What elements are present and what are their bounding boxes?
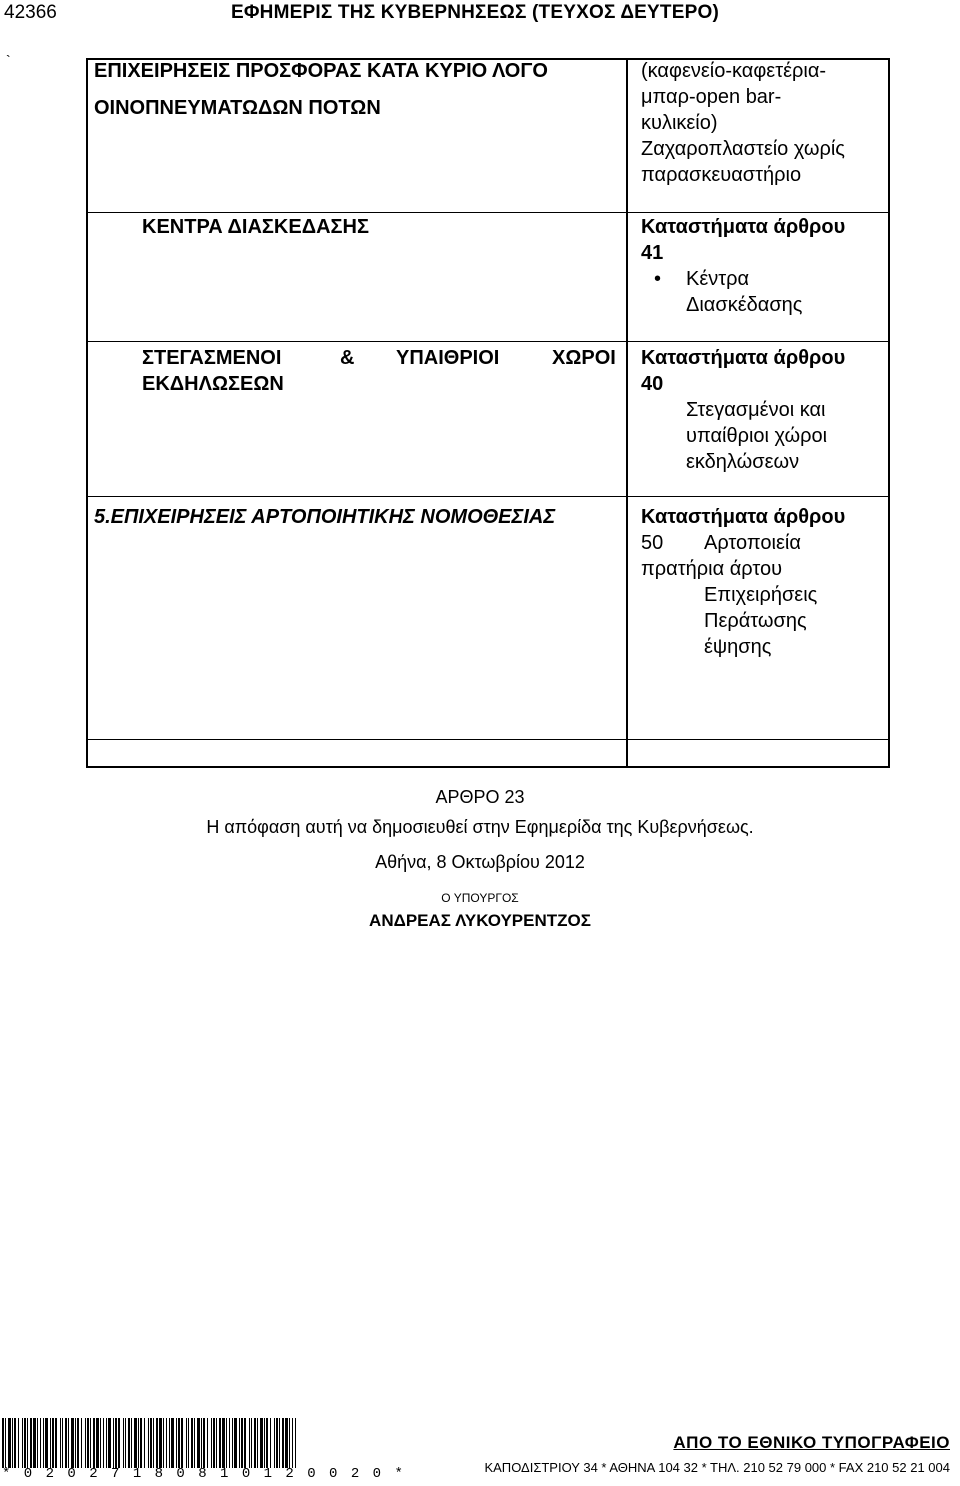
row3-left-word4: ΧΩΡΟΙ: [552, 347, 616, 369]
row2-bullet-line1: Κέντρα: [686, 268, 750, 290]
barcode-bar: [103, 1418, 104, 1468]
barcode-bar: [203, 1418, 205, 1468]
barcode-bar: [148, 1418, 149, 1468]
row1-right-line2: μπαρ-open bar-: [641, 86, 782, 108]
article-body: Η απόφαση αυτή να δημοσιευθεί στην Εφημερίδα της Κυβερνήσεως.: [206, 817, 754, 837]
row2-right-heading: Καταστήματα άρθρου: [641, 216, 846, 238]
barcode-bar: [211, 1418, 212, 1468]
barcode-bar: [18, 1418, 19, 1468]
barcode-bar: [264, 1418, 265, 1468]
barcode-bar: [232, 1418, 233, 1468]
row4-right-heading: Καταστήματα άρθρου: [641, 506, 846, 528]
barcode-bar: [251, 1418, 252, 1468]
barcode-bar: [2, 1418, 4, 1468]
barcode-bar: [131, 1418, 132, 1468]
barcode-bar: [125, 1418, 126, 1468]
barcode-bar: [144, 1418, 145, 1468]
barcode-bar: [266, 1418, 268, 1468]
row3-left-line2: ΕΚΔΗΛΩΣΕΩΝ: [142, 373, 284, 395]
row4-item2: πρατήρια άρτου: [641, 558, 783, 580]
barcode-bar: [289, 1418, 290, 1468]
barcode-bar: [260, 1418, 263, 1468]
row2-bullet-line2: Διασκέδασης: [686, 294, 803, 316]
barcode-bar: [194, 1418, 195, 1468]
row3-right-heading: Καταστήματα άρθρου: [641, 347, 846, 369]
barcode-bar: [153, 1418, 154, 1468]
barcode-bar: [50, 1418, 51, 1468]
row3-item1: Στεγασμένοι και: [686, 399, 826, 421]
barcode-bar: [219, 1418, 221, 1468]
barcode-bar: [24, 1418, 26, 1468]
barcode-bar: [113, 1418, 114, 1468]
barcode-bar: [274, 1418, 275, 1468]
barcode-bar: [45, 1418, 48, 1468]
barcode-bar: [85, 1418, 86, 1468]
barcode-bar: [270, 1418, 271, 1468]
barcode-bar: [197, 1418, 200, 1468]
barcode-bar: [22, 1418, 23, 1468]
barcode-bar: [171, 1418, 174, 1468]
row2-left: ΚΕΝΤΡΑ ΔΙΑΣΚΕΔΑΣΗΣ: [142, 216, 369, 238]
table-row-divider: [86, 496, 890, 497]
barcode-bar: [108, 1418, 111, 1468]
row3-left-word3: ΥΠΑΙΘΡΙΟΙ: [396, 347, 500, 369]
barcode-bar: [62, 1418, 63, 1468]
row1-right-line3: κυλικείο): [641, 112, 718, 134]
barcode-bar: [156, 1418, 158, 1468]
barcode-bar: [181, 1418, 183, 1468]
barcode-bar: [115, 1418, 117, 1468]
barcode-bar: [249, 1418, 250, 1468]
row1-left-line1: ΕΠΙΧΕΙΡΗΣΕΙΣ ΠΡΟΣΦΟΡΑΣ ΚΑΤΑ ΚΥΡΙΟ ΛΟΓΟ: [94, 60, 548, 82]
barcode-bar: [241, 1418, 243, 1468]
article-title: ΑΡΘΡΟ 23: [435, 787, 525, 807]
barcode-bar: [257, 1418, 258, 1468]
barcode-bar: [159, 1418, 162, 1468]
barcode-bar: [128, 1418, 130, 1468]
barcode-bar: [176, 1418, 177, 1468]
barcode-bar: [27, 1418, 28, 1468]
barcode-bar: [207, 1418, 208, 1468]
row3-left-word2: &: [340, 347, 355, 369]
barcode-bar: [254, 1418, 256, 1468]
row4-right-number: 50: [641, 532, 664, 554]
barcode-bar: [295, 1418, 296, 1468]
barcode-bar: [201, 1418, 202, 1468]
barcode-bar: [292, 1418, 293, 1468]
barcode-bar: [8, 1418, 11, 1468]
barcode-digits: * 0 2 0 2 7 1 8 0 8 1 0 1 2 0 0 2 0 *: [2, 1466, 406, 1482]
barcode-bar: [118, 1418, 120, 1468]
barcode-bar: [75, 1418, 76, 1468]
table-border-bottom: [86, 766, 890, 768]
barcode-bar: [178, 1418, 180, 1468]
barcode-bar: [134, 1418, 137, 1468]
barcode-bar: [186, 1418, 187, 1468]
barcode-bar: [52, 1418, 54, 1468]
barcode-bar: [169, 1418, 170, 1468]
barcode-bar: [77, 1418, 79, 1468]
barcode-bar: [166, 1418, 167, 1468]
barcode-bar: [282, 1418, 284, 1468]
barcode-bar: [96, 1418, 99, 1468]
barcode-bar: [55, 1418, 57, 1468]
row3-right-number: 40: [641, 373, 664, 395]
row1-right-line5: παρασκευαστήριο: [641, 164, 802, 186]
barcode-bar: [234, 1418, 237, 1468]
barcode-bar: [188, 1418, 189, 1468]
barcode-bar: [71, 1418, 74, 1468]
signer-role: Ο ΥΠΟΥΡΓΟΣ: [441, 891, 519, 905]
barcode-bar: [123, 1418, 124, 1468]
barcode-bar: [40, 1418, 41, 1468]
barcode-bar: [60, 1418, 61, 1468]
barcode-bar: [138, 1418, 139, 1468]
barcode-bar: [222, 1418, 225, 1468]
barcode-bar: [33, 1418, 36, 1468]
row4-item4: Περάτωσης: [704, 610, 807, 632]
barcode-bar: [65, 1418, 67, 1468]
barcode-bar: [279, 1418, 280, 1468]
row1-left-line2: ΟΙΝΟΠΝΕΥΜΑΤΩΔΩΝ ΠΟΤΩΝ: [94, 97, 381, 119]
place-date: Αθήνα, 8 Οκτωβρίου 2012: [375, 852, 585, 872]
barcode-bar: [14, 1418, 16, 1468]
barcode-bar: [106, 1418, 107, 1468]
barcode-bar: [226, 1418, 227, 1468]
barcode-bar: [68, 1418, 69, 1468]
bullet-icon: •: [654, 268, 662, 290]
row4-item3: Επιχειρήσεις: [704, 584, 818, 606]
barcode-bar: [229, 1418, 230, 1468]
signatory-name: ΑΝΔΡΕΑΣ ΛΥΚΟΥΡΕΝΤΖΟΣ: [369, 911, 591, 930]
barcode-image: [2, 1418, 296, 1468]
printer-name: ΑΠΟ ΤΟ ΕΘΝΙΚΟ ΤΥΠΟΓΡΑΦΕΙΟ: [673, 1433, 950, 1452]
barcode-bar: [81, 1418, 82, 1468]
table-row-divider: [86, 341, 890, 342]
table-border-right: [888, 58, 890, 768]
row2-right-number: 41: [641, 242, 664, 264]
row1-right-line4: Ζαχαροπλαστείο χωρίς: [641, 138, 845, 160]
row4-item5: έψησης: [704, 636, 772, 658]
barcode-bar: [239, 1418, 240, 1468]
barcode-bar: [43, 1418, 44, 1468]
row3-item3: εκδηλώσεων: [686, 451, 800, 473]
corner-mark: `: [6, 52, 11, 68]
printer-address: ΚΑΠΟΔΙΣΤΡΙΟΥ 34 * ΑΘΗΝΑ 104 32 * ΤΗΛ. 210 52 79 000 * FAX 210 52 21 004: [484, 1460, 950, 1475]
barcode-bar: [87, 1418, 89, 1468]
barcode-bar: [93, 1418, 95, 1468]
barcode-bar: [90, 1418, 91, 1468]
row4-item1: Αρτοποιεία: [704, 532, 801, 554]
barcode-bar: [5, 1418, 6, 1468]
barcode-bar: [37, 1418, 38, 1468]
barcode-bar: [213, 1418, 215, 1468]
barcode-bar: [191, 1418, 193, 1468]
barcode-bar: [150, 1418, 152, 1468]
gazette-title: ΕΦΗΜΕΡΙΣ ΤΗΣ ΚΥΒΕΡΝΗΣΕΩΣ (ΤΕΥΧΟΣ ΔΕΥΤΕΡΟ): [231, 2, 719, 23]
barcode-bar: [12, 1418, 13, 1468]
barcode-bar: [276, 1418, 278, 1468]
table-row-divider: [86, 739, 890, 740]
table-row-divider: [86, 212, 890, 213]
barcode-bar: [163, 1418, 164, 1468]
barcode-bar: [216, 1418, 217, 1468]
barcode-bar: [244, 1418, 246, 1468]
row4-left: 5.ΕΠΙΧΕΙΡΗΣΕΙΣ ΑΡΤΟΠΟΙΗΤΙΚΗΣ ΝΟΜΟΘΕΣΙΑΣ: [94, 506, 556, 528]
barcode-bar: [30, 1418, 32, 1468]
row3-item2: υπαίθριοι χώροι: [686, 425, 828, 447]
page-number: 42366: [4, 2, 57, 23]
row3-left-word1: ΣΤΕΓΑΣΜΕΝΟΙ: [142, 347, 282, 369]
barcode-bar: [100, 1418, 101, 1468]
barcode-bar: [140, 1418, 142, 1468]
table-column-divider: [626, 58, 628, 768]
barcode-bar: [285, 1418, 288, 1468]
row1-right-line1: (καφενείο-καφετέρια-: [641, 60, 827, 82]
table-border-left: [86, 58, 88, 768]
